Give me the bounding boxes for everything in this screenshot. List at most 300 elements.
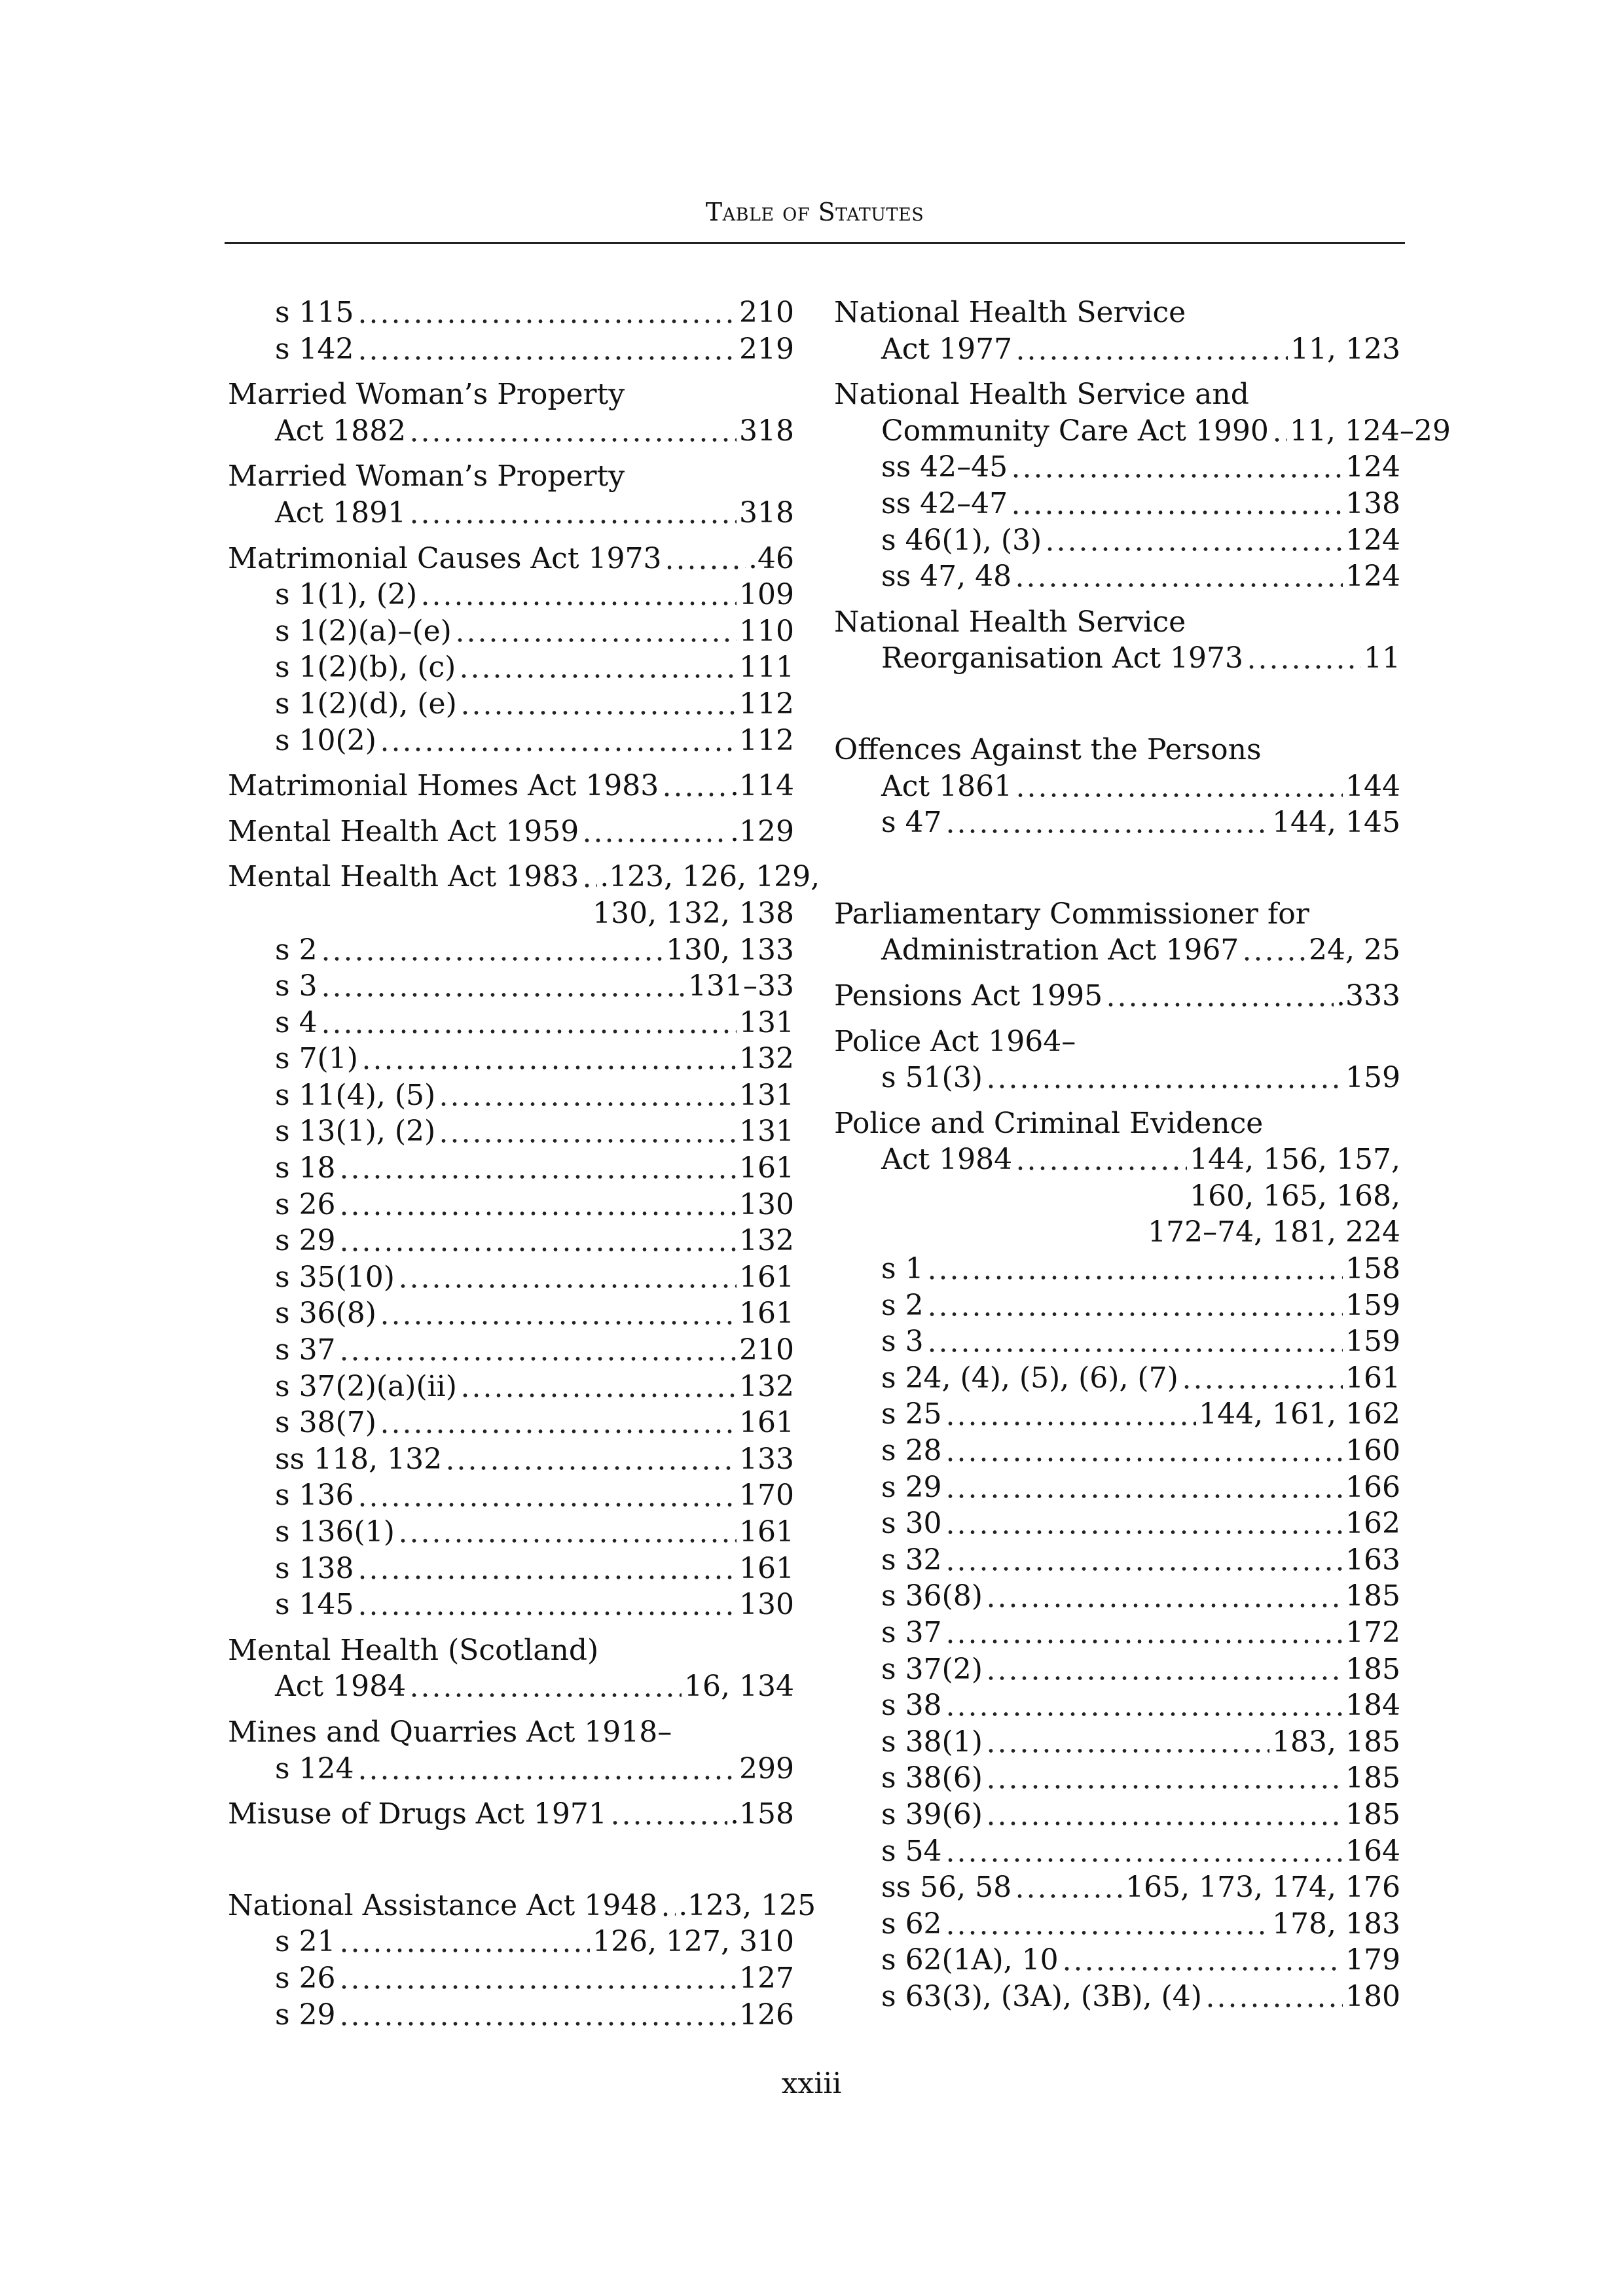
page-reference: .129 [730,814,794,848]
page-reference: 131 [739,1078,794,1112]
index-line [834,1833,1400,1870]
entry-label: s 115 [275,296,354,329]
page-reference: 183, 185 [1272,1725,1400,1759]
entry-label: Mental Health Act 1959 [228,814,579,848]
entry-label: Act 1861 [881,769,1013,803]
entry-label: s 7(1) [275,1042,358,1076]
index-line [228,1441,794,1478]
page-reference: 144, 161, 162 [1199,1397,1400,1431]
index-line [834,804,1400,841]
dot-leader [945,1505,1343,1542]
statute-entry [834,732,1400,841]
dot-leader [1014,1869,1123,1906]
dot-leader [985,1651,1343,1688]
dot-leader [945,1833,1343,1870]
dot-leader [945,1615,1343,1651]
entry-label: s 1 [881,1252,924,1286]
entry-label: Mental Health Act 1983 [228,860,579,894]
index-line [228,1668,794,1705]
entry-label: s 47 [881,806,942,840]
dot-leader [338,1187,737,1223]
dot-leader [1241,932,1306,969]
index-line [834,1287,1400,1324]
dot-leader [458,649,737,686]
dot-leader [438,1113,737,1150]
dot-leader [338,1150,737,1187]
entry-label: s 136(1) [275,1515,395,1549]
statute-entry [228,859,820,1623]
entry-label: s 39(6) [881,1797,983,1831]
running-header: Table of Statutes [705,198,924,226]
index-line [228,649,794,686]
statute-heading: National Health Service [834,605,1186,639]
index-line [834,768,1400,805]
dot-leader [610,1796,727,1833]
index-line [834,1687,1400,1724]
entry-label: s 54 [881,1834,942,1868]
index-line [228,1796,794,1833]
index-line [834,932,1400,969]
dot-leader [1246,640,1361,677]
statute-entry [228,814,794,850]
dot-leader [397,1514,737,1551]
page-reference: 162 [1345,1507,1400,1541]
statute-heading: National Health Service and [834,378,1249,412]
page-reference: 178, 183 [1272,1907,1400,1941]
page-reference: 24, 25 [1309,933,1400,967]
entry-label: s 1(2)(d), (e) [275,687,457,721]
entry-label: Misuse of Drugs Act 1971 [228,1797,607,1831]
dot-leader [1205,1979,1343,2015]
dot-leader [338,1223,737,1259]
page-reference: 144, 145 [1272,806,1400,840]
dot-leader [454,613,737,650]
statute-heading: Parliamentary Commissioner for [834,897,1309,931]
dot-leader [926,1287,1343,1324]
index-line [228,768,794,804]
index-line [834,1615,1400,1651]
page-reference: 144 [1345,769,1400,803]
index-line [228,1405,794,1441]
dot-leader [945,1906,1270,1943]
statute-entry [834,295,1400,367]
dot-leader [357,1751,737,1787]
index-line [834,640,1400,677]
dot-leader [397,1259,737,1296]
index-line [834,449,1400,486]
index-line [834,486,1400,522]
page-reference: 179 [1345,1943,1400,1977]
index-line [834,1060,1400,1096]
entry-label: s 18 [275,1151,336,1185]
page-reference: .46 [748,541,794,575]
page-reference: 158 [1345,1252,1400,1286]
index-line [834,1396,1400,1433]
dot-leader [338,1332,737,1369]
dot-leader [409,1668,682,1705]
statute-entry [228,1796,794,1833]
index-line [834,1251,1400,1287]
dot-leader [320,968,685,1005]
page-reference: 161 [1345,1361,1400,1395]
dot-leader [1015,768,1343,805]
index-line [228,1295,794,1332]
statute-heading: Mines and Quarries Act 1918– [228,1715,672,1749]
index-line [228,1369,794,1405]
index-line [228,1113,794,1150]
index-line [228,1888,816,1924]
dot-leader [338,1997,737,2034]
dot-leader [320,1005,737,1041]
page-reference: 318 [739,495,794,529]
entry-label: s 3 [275,969,318,1003]
entry-label: Reorganisation Act 1973 [881,641,1243,675]
page-reference: 132 [739,1224,794,1258]
page-reference: .333 [1336,978,1400,1013]
page-reference: 126 [739,1998,794,2032]
page-reference: 127 [739,1961,794,1995]
entry-label: Administration Act 1967 [881,933,1239,967]
index-line [228,932,794,969]
dot-leader [460,686,737,723]
index-line [228,295,794,331]
index-line [228,577,794,613]
page-number: xxiii [781,2067,842,2100]
entry-label: National Assistance Act 1948 [228,1888,658,1922]
dot-leader [438,1077,737,1114]
statute-entry [228,1632,794,1705]
index-line [228,1997,794,2034]
index-line [228,1924,794,1960]
dot-leader [409,413,737,450]
dot-leader [361,1041,737,1077]
dot-leader [445,1441,737,1478]
entry-label: s 145 [275,1588,354,1622]
entry-label: ss 118, 132 [275,1442,443,1476]
dot-leader [1061,1942,1343,1979]
page-reference: 185 [1345,1652,1400,1686]
page-reference-continuation: 160, 165, 168, [1190,1179,1400,1213]
statute-entry [228,1888,816,2033]
page-reference: 124 [1345,523,1400,557]
index-line [834,413,1451,450]
dot-leader [1010,486,1343,522]
dot-leader [945,1396,1197,1433]
entry-label: s 28 [881,1434,942,1468]
page-reference: 161 [739,1551,794,1585]
index-line [228,1150,794,1187]
index-line [834,522,1400,559]
page-reference: 159 [1345,1325,1400,1359]
entry-label: Act 1984 [881,1143,1013,1177]
right-column [834,295,1451,2024]
dot-leader [945,804,1270,841]
index-line [228,413,794,450]
entry-label: s 38(1) [881,1725,983,1759]
index-line [834,1797,1400,1833]
page-reference: .158 [730,1797,794,1831]
entry-label: ss 56, 58 [881,1871,1012,1905]
index-line [228,723,794,759]
index-line [834,978,1400,1014]
index-line [834,1760,1400,1797]
page-reference: 161 [739,1297,794,1331]
dot-leader [926,1323,1343,1360]
entry-label: s 2 [275,933,318,967]
statute-heading: Police and Criminal Evidence [834,1106,1264,1140]
entry-label: s 37 [881,1616,942,1649]
index-line [834,1869,1400,1906]
page-reference: 159 [1345,1288,1400,1322]
page-reference: 299 [739,1751,794,1785]
index-line [834,1578,1400,1615]
page-reference: 132 [739,1042,794,1076]
entry-label: Act 1891 [275,495,407,529]
entry-label: s 26 [275,1961,336,1995]
index-line [228,613,794,650]
entry-label: s 138 [275,1551,354,1585]
statute-entry [834,376,1451,595]
dot-leader [945,1687,1343,1724]
page-reference: 11, 124–29 [1289,414,1451,448]
dot-leader [1015,1141,1187,1178]
dot-leader [338,1960,737,1997]
index-line [228,495,794,531]
entry-label: s 29 [275,1998,336,2032]
index-line [228,1587,794,1623]
page-reference: 180 [1345,1979,1400,2013]
page-reference: 130 [739,1187,794,1221]
entry-label: s 2 [881,1288,924,1322]
index-line [228,1077,794,1114]
statute-heading: Married Woman’s Property [228,459,625,493]
page-reference: 16, 134 [684,1670,794,1704]
dot-leader [985,1724,1269,1761]
entry-label: Act 1882 [275,414,407,448]
statute-entry [228,541,794,759]
index-line [228,1960,794,1997]
dot-leader [660,1888,676,1924]
page-reference: 131 [739,1115,794,1149]
index-line [228,1332,794,1369]
dot-leader [945,1469,1343,1506]
dot-leader [409,495,737,531]
entry-label: s 37 [275,1333,336,1367]
page-reference: 161 [739,1515,794,1549]
dot-leader [581,859,597,895]
dot-leader [460,1369,737,1405]
entry-label: s 24, (4), (5), (6), (7) [881,1361,1178,1395]
page-reference: 165, 173, 174, 176 [1125,1871,1400,1905]
page-reference: 161 [739,1260,794,1294]
entry-label: Matrimonial Homes Act 1983 [228,769,659,803]
index-line [228,1259,794,1296]
page-reference: 159 [1345,1061,1400,1095]
index-line [228,1005,794,1041]
dot-leader [1014,558,1343,595]
index-line [834,1942,1400,1979]
dot-leader [1271,413,1287,450]
entry-label: s 1(2)(a)–(e) [275,614,452,648]
index-line [228,1187,794,1223]
page-reference: 185 [1345,1579,1400,1613]
page-reference: 163 [1345,1543,1400,1577]
entry-label: s 38(6) [881,1761,983,1795]
page-reference: 172 [1345,1616,1400,1649]
page-reference: 210 [739,296,794,329]
dot-leader [1105,978,1334,1014]
index-line [834,1323,1400,1360]
entry-label: s 37(2) [881,1652,983,1686]
page-reference: 131–33 [688,969,794,1003]
index-line [834,558,1400,595]
page-reference: 126, 127, 310 [593,1925,794,1959]
page-reference: 132 [739,1369,794,1403]
entry-label: s 13(1), (2) [275,1115,436,1149]
dot-leader [357,295,737,331]
dot-leader [379,1295,737,1332]
dot-leader [357,1477,737,1514]
entry-label: s 136 [275,1479,354,1513]
statute-entry [834,1024,1400,1096]
index-line [228,859,820,895]
page-reference: 109 [739,578,794,612]
statute-heading: Mental Health (Scotland) [228,1633,599,1667]
index-line [834,1433,1400,1469]
statute-entry [228,458,794,531]
statute-entry [834,1105,1400,2015]
index-line [834,1469,1400,1506]
page-reference: 161 [739,1406,794,1440]
entry-label: s 1(1), (2) [275,578,418,612]
entry-label: s 51(3) [881,1061,983,1095]
page-reference: 130 [739,1588,794,1622]
dot-leader [664,541,746,577]
entry-label: s 63(3), (3A), (3B), (4) [881,1979,1202,2013]
dot-leader [357,1551,737,1587]
entry-label: ss 47, 48 [881,560,1012,594]
entry-label: Community Care Act 1990 [881,414,1269,448]
index-line [228,541,794,577]
page-reference: 219 [739,332,794,366]
entry-label: Matrimonial Causes Act 1973 [228,541,662,575]
statute-heading: Married Woman’s Property [228,378,625,412]
dot-leader [661,768,727,804]
page-reference: 161 [739,1151,794,1185]
page-reference: 166 [1345,1470,1400,1504]
page-reference: 164 [1345,1834,1400,1868]
dot-leader [1015,331,1288,368]
dot-leader [420,577,737,613]
dot-leader [1010,449,1343,486]
index-line [228,331,794,368]
page-reference: .114 [730,769,794,803]
index-line [834,1651,1400,1688]
dot-leader [338,1924,591,1960]
page-reference: 210 [739,1333,794,1367]
page-reference: 184 [1345,1689,1400,1723]
entry-label: ss 42–47 [881,486,1008,520]
page-reference: .123, 125 [678,1888,816,1922]
page-reference: 185 [1345,1797,1400,1831]
dot-leader [945,1433,1343,1469]
page-reference: 130, 133 [666,933,794,967]
dot-leader [985,1060,1343,1096]
dot-leader [1044,522,1343,559]
page-reference: 160 [1345,1434,1400,1468]
entry-label: s 38 [881,1689,942,1723]
index-line [228,1223,794,1259]
index-line [228,1551,794,1587]
statute-heading: National Health Service [834,296,1186,329]
page-reference: 11, 123 [1290,332,1400,366]
entry-label: ss 42–45 [881,450,1008,484]
index-line [834,1979,1400,2015]
header-rule [225,242,1405,244]
entry-label: s 32 [881,1543,942,1577]
dot-leader [945,1542,1343,1579]
entry-label: s 124 [275,1751,354,1785]
index-line [834,1906,1400,1943]
entry-label: s 29 [881,1470,942,1504]
dot-leader [581,814,727,850]
statute-entry [228,295,794,367]
page-reference: 110 [739,614,794,648]
index-line [834,331,1400,368]
index-line [228,1477,794,1514]
page-reference: 111 [739,651,794,685]
dot-leader [379,1405,737,1441]
dot-leader [357,331,737,368]
entry-label: s 3 [881,1325,924,1359]
entry-label: s 36(8) [275,1297,376,1331]
page-reference: 138 [1345,486,1400,520]
entry-label: s 1(2)(b), (c) [275,651,456,685]
entry-label: s 46(1), (3) [881,523,1042,557]
index-line [228,1751,794,1787]
index-line [228,1041,794,1077]
entry-label: s 21 [275,1925,336,1959]
entry-label: s 29 [275,1224,336,1258]
statute-entry [834,896,1400,969]
left-column [228,295,820,2042]
entry-label: s 38(7) [275,1406,376,1440]
entry-label: Act 1977 [881,332,1013,366]
dot-leader [926,1251,1343,1287]
index-line [834,1360,1400,1397]
index-line [228,1514,794,1551]
statute-entry [834,604,1400,677]
entry-label: s 30 [881,1507,942,1541]
statute-heading: Police Act 1964– [834,1024,1076,1058]
dot-leader [379,723,737,759]
page-reference: 124 [1345,450,1400,484]
entry-label: Act 1984 [275,1670,407,1704]
entry-label: s 62 [881,1907,942,1941]
entry-label: s 35(10) [275,1260,395,1294]
page-reference-continuation: 172–74, 181, 224 [1148,1215,1400,1249]
page-reference: 144, 156, 157, [1190,1143,1400,1177]
dot-leader [985,1578,1343,1615]
entry-label: s 11(4), (5) [275,1078,436,1112]
entry-label: s 26 [275,1187,336,1221]
entry-label: s 4 [275,1005,318,1039]
entry-label: Pensions Act 1995 [834,978,1103,1013]
page-reference: 124 [1345,560,1400,594]
entry-label: s 36(8) [881,1579,983,1613]
index-line [834,1505,1400,1542]
statute-heading: Offences Against the Persons [834,732,1262,766]
